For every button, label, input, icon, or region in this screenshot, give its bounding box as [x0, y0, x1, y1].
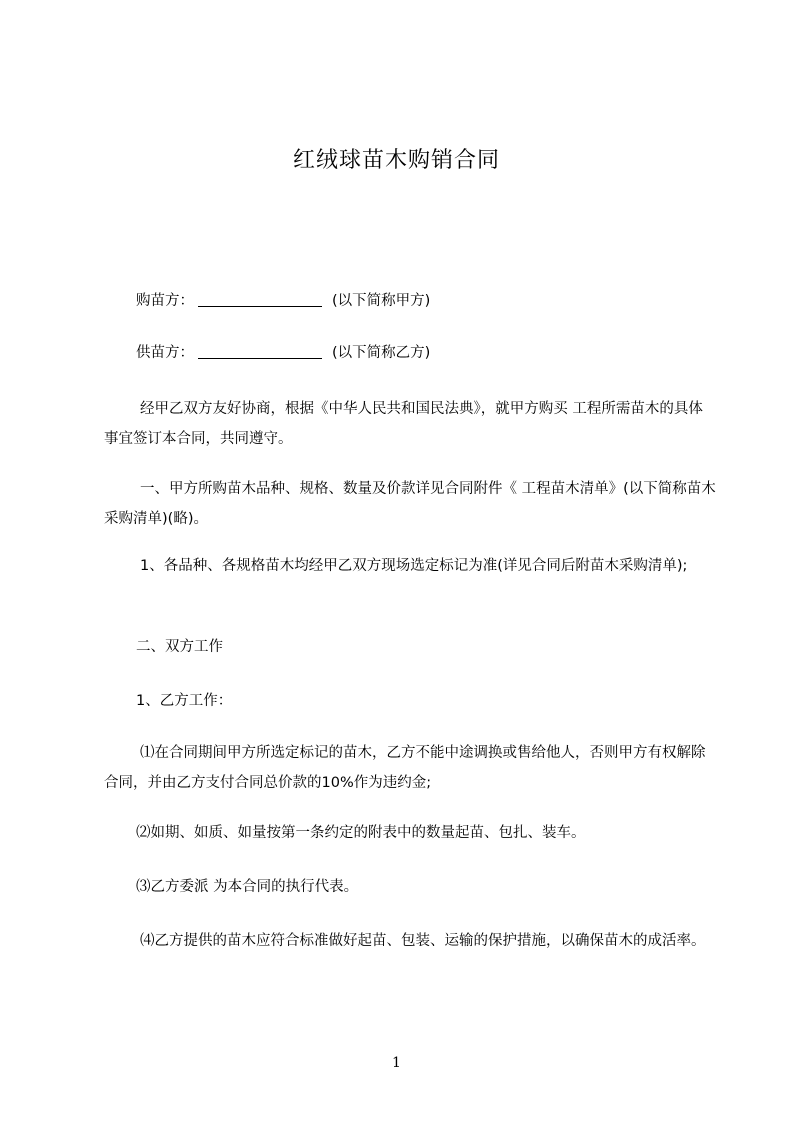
buyer-line: [104, 286, 716, 316]
supplier-label: 供苗方：: [136, 345, 194, 361]
duty-item-2: ⑵如期、如质、如量按第一条约定的附表中的数量起苗、包扎、装车。: [136, 825, 586, 841]
page-number: 1: [392, 1055, 401, 1071]
duty-item-3: ⑶乙方委派 为本合同的执行代表。: [136, 879, 359, 895]
paragraph-clause-1: 一、甲方所购苗木品种、规格、数量及价款详见合同附件《 工程苗木清单》(以下简称苗木采购清单)(略)。: [104, 481, 716, 527]
duty-item-1: ⑴在合同期间甲方所选定标记的苗木，乙方不能中途调换或售给他人，否则甲方有权解除合同，并由乙方支付合同总价款的10%作为违约金;: [104, 745, 706, 791]
section-heading-duties: 二、双方工作: [136, 639, 223, 655]
document-title: 红绒球苗木购销合同: [292, 148, 500, 173]
duty-item-4: ⑷乙方提供的苗木应符合标准做好起苗、包装、运输的保护措施，以确保苗木的成活率。: [140, 933, 706, 949]
buyer-suffix: (以下简称甲方): [332, 293, 431, 309]
supplier-line: [104, 338, 716, 368]
paragraph-clause-1-1: 1、各品种、各规格苗木均经甲乙双方现场选定标记为准(详见合同后附苗木采购清单);: [140, 558, 688, 574]
supplier-blank-field[interactable]: [198, 344, 322, 359]
buyer-blank-field[interactable]: [198, 292, 322, 307]
supplier-suffix: (以下简称乙方): [332, 345, 431, 361]
paragraph-preamble: 经甲乙双方友好协商，根据《中华人民共和国民法典》，就甲方购买 工程所需苗木的具体事宜签订本合同，共同遵守。: [104, 401, 703, 447]
subsection-supplier-duties: 1、乙方工作：: [136, 693, 233, 709]
buyer-label: 购苗方：: [136, 293, 194, 309]
